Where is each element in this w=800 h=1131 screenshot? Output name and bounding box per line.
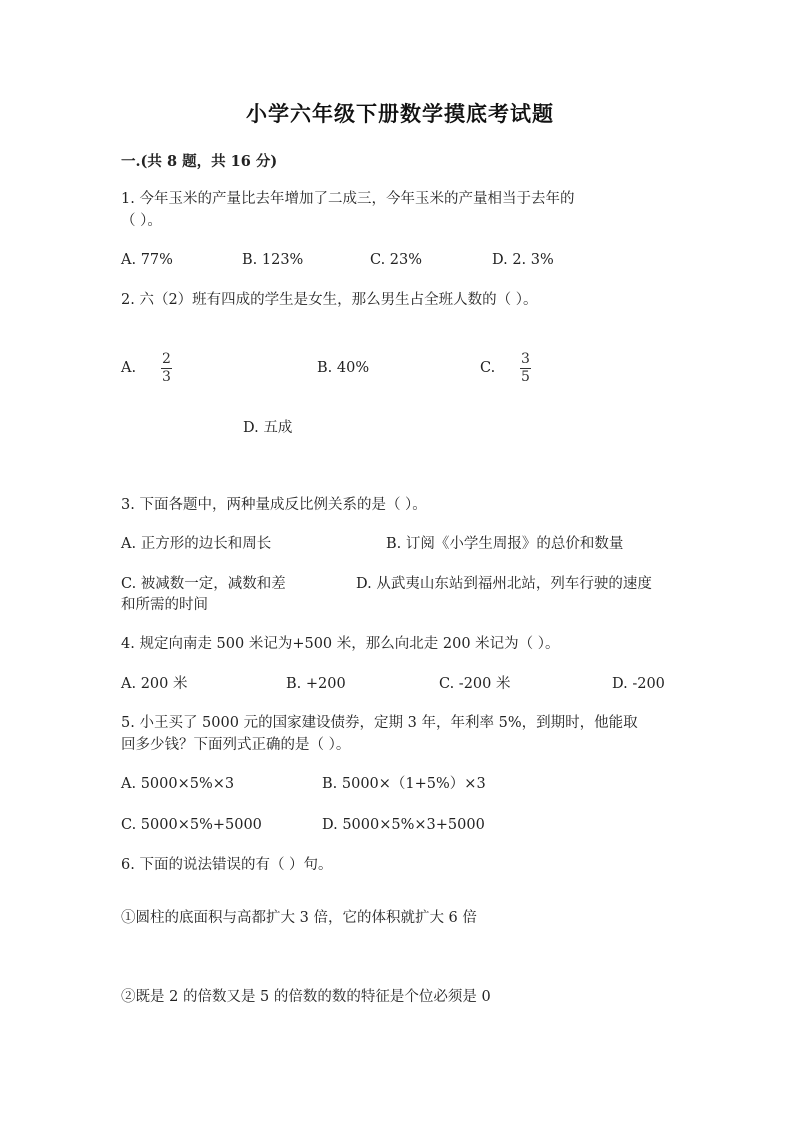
- q2-option-a-fraction: [161, 352, 172, 385]
- q2-option-d: D. 五成: [243, 420, 293, 436]
- q1-option-c: C. 23%: [370, 252, 423, 268]
- q5-option-d: D. 5000×5%×3+5000: [322, 817, 485, 833]
- q2-option-c-label: C.: [480, 360, 496, 376]
- page-title: 小学六年级下册数学摸底考试题: [246, 101, 554, 126]
- q5-option-c: C. 5000×5%+5000: [121, 817, 262, 833]
- q4-option-a: A. 200 米: [121, 676, 188, 692]
- fraction-numerator: 3: [521, 351, 530, 367]
- question-5-text-continued: 回多少钱？下面列式正确的是（ ）。: [121, 737, 351, 753]
- q3-option-d-continued: 和所需的时间: [121, 597, 208, 613]
- question-6-text: 6. 下面的说法错误的有（ ）句。: [121, 857, 333, 873]
- question-1-blank: （ ）。: [121, 213, 162, 229]
- fraction-denominator: 3: [162, 369, 171, 385]
- question-4-text: 4. 规定向南走 500 米记为+500 米，那么向北走 200 米记为（ ）。: [121, 636, 560, 652]
- question-5-text: 5. 小王买了 5000 元的国家建设债券，定期 3 年，年利率 5%，到期时，他能取: [121, 715, 638, 731]
- q2-option-a-label: A.: [121, 360, 137, 376]
- q5-option-a: A. 5000×5%×3: [121, 776, 235, 792]
- question-2-text: 2. 六（2）班有四成的学生是女生，那么男生占全班人数的（ ）。: [121, 292, 538, 308]
- q2-option-c-fraction: [520, 352, 531, 385]
- q6-statement-1: ①圆柱的底面积与高都扩大 3 倍，它的体积就扩大 6 倍: [121, 910, 477, 926]
- q5-option-b: B. 5000×（1+5%）×3: [322, 776, 486, 792]
- q3-option-d: D. 从武夷山东站到福州北站，列车行驶的速度: [356, 576, 652, 592]
- q2-option-b: B. 40%: [317, 360, 370, 376]
- q4-option-d: D. -200: [612, 676, 665, 692]
- question-3-text: 3. 下面各题中，两种量成反比例关系的是（ ）。: [121, 497, 427, 513]
- q1-option-a: A. 77%: [121, 252, 173, 268]
- q1-option-b: B. 123%: [242, 252, 304, 268]
- q1-option-d: D. 2. 3%: [492, 252, 554, 268]
- fraction-denominator: 5: [521, 369, 530, 385]
- q4-option-c: C. -200 米: [439, 676, 511, 692]
- question-1-text: 1. 今年玉米的产量比去年增加了二成三，今年玉米的产量相当于去年的: [121, 191, 575, 207]
- section-header: 一.(共 8 题，共 16 分): [121, 153, 278, 170]
- fraction-numerator: 2: [162, 351, 171, 367]
- q6-statement-2: ②既是 2 的倍数又是 5 的倍数的数的特征是个位必须是 0: [121, 989, 491, 1005]
- q4-option-b: B. +200: [286, 676, 346, 692]
- q3-option-c: C. 被减数一定，减数和差: [121, 576, 286, 592]
- q3-option-a: A. 正方形的边长和周长: [121, 536, 272, 552]
- q3-option-b: B. 订阅《小学生周报》的总价和数量: [386, 536, 624, 552]
